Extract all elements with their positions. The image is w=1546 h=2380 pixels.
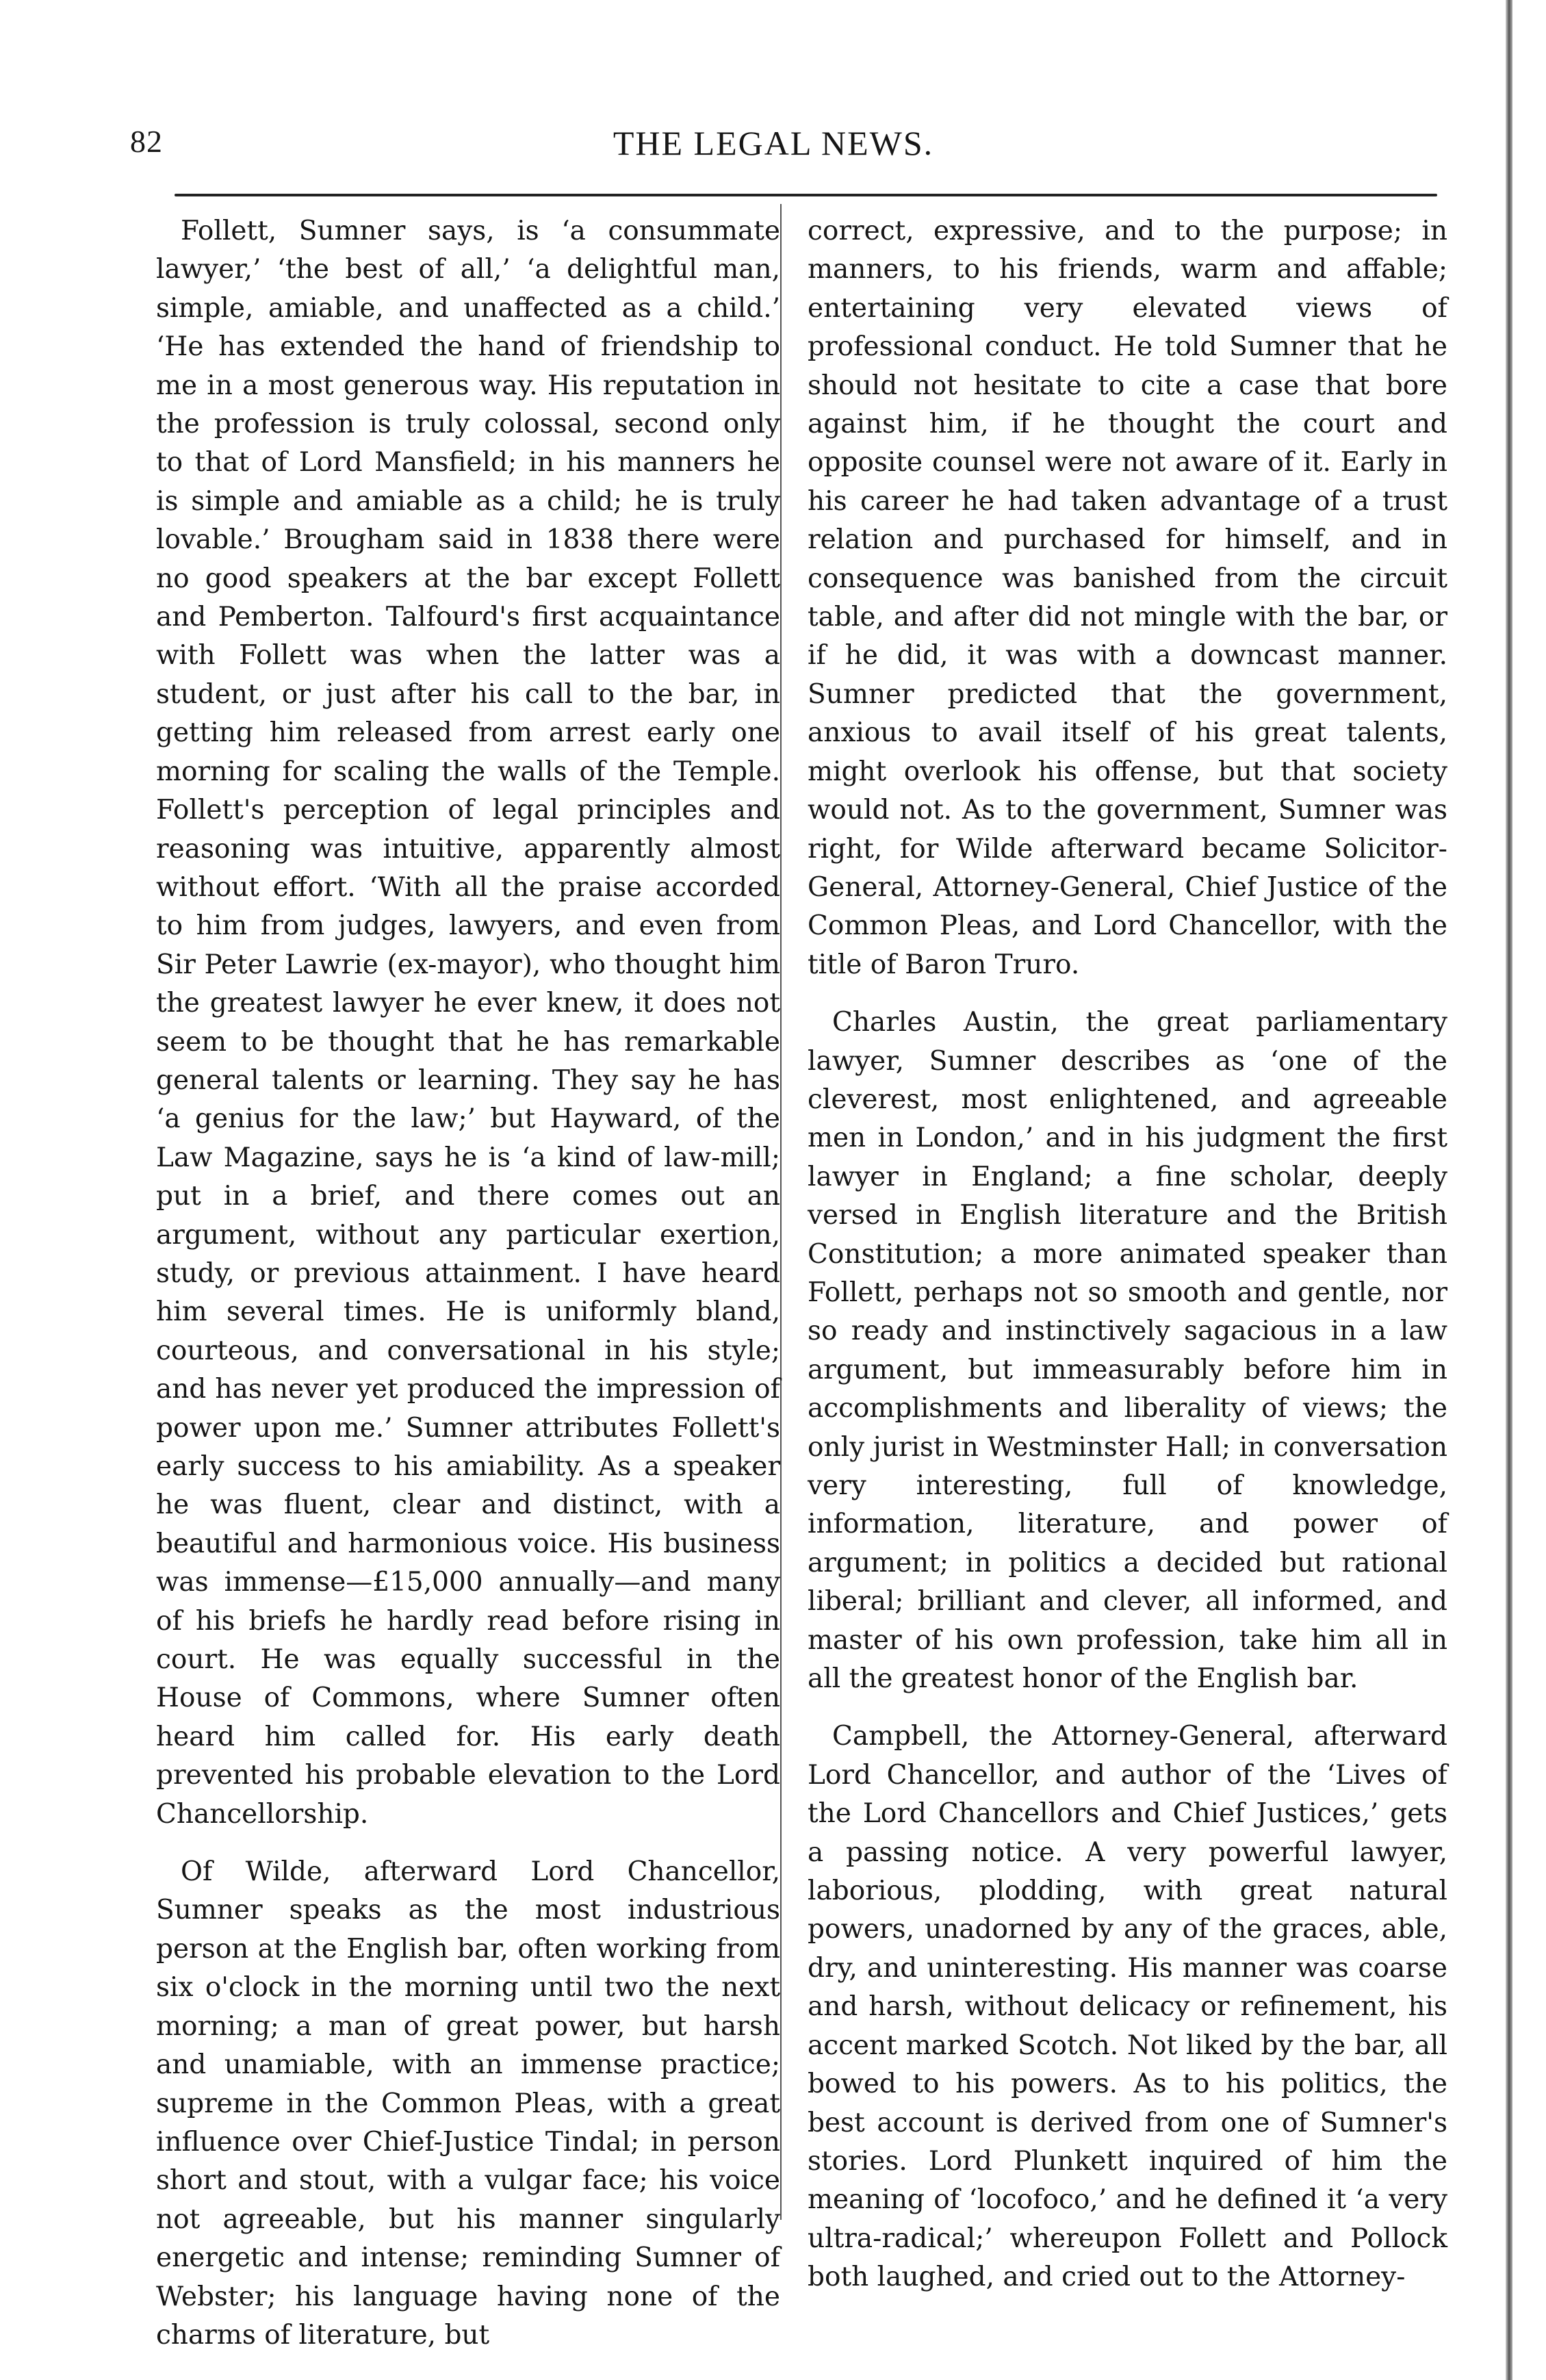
paragraph-follett: Follett, Sumner says, is ‘a consummate lawyer,’ ‘the best of all,’ ‘a delightful man, simple, amiable, and unaffected as a child.’ ‘He has extended the hand of friendship to me in a most generous way. His reputation in the profession is truly colossal, second only to that of Lord Mansfield; in his manners he is simple and amiable as a child; he is truly lovable.’ Brougham said in 1838 there were no good speakers at the bar except Follett and Pemberton. Talfourd's first acquaintance with Follett was when the latter was a student, or just after his call to the bar, in getting him released from arrest early one morning for scaling the walls of the Temple. Follett's perception of legal principles and reasoning was intuitive, apparently almost without effort. ‘With all the praise accorded to him from judges, lawyers, and even from Sir Peter Lawrie (ex-mayor), who thought him the greatest lawyer he ever knew, it does not seem to be thought that he has remarkable general talents or learning. They say he has ‘a genius for the law;’ but Hayward, of the Law Magazine, says he is ‘a kind of law-mill; put in a brief, and there comes out an argument, without any particular exertion, study, or previous attainment. I have heard him several times. He is uniformly bland, courteous, and conversational in his style; and has never yet produced the impression of power upon me.’ Sumner attributes Follett's early success to his amiability. As a speaker he was fluent, clear and distinct, with a beautiful and harmonious voice. His business was immense—£15,000 annually—and many of his briefs he hardly read before rising in court. He was equally successful in the House of Commons, where Sumner often heard him called for. His early death prevented his probable elevation to the Lord Chancellorship. [156, 216, 780, 1830]
header-rule [175, 194, 1437, 196]
running-head-title: THE LEGAL NEWS. [613, 124, 934, 162]
left-column [156, 212, 780, 2374]
column-divider [780, 204, 782, 2220]
paragraph-wilde-continued: correct, expressive, and to the purpose; in manners, to his friends, warm and affable; entertaining very elevated views of professional conduct. He told Sumner that he should not hesitate to cite a case that bore against him, if he thought the court and opposite counsel were not aware of it. Early in his career he had taken advantage of a trust relation and purchased for himself, and in consequence was banished from the circuit table, and after did not mingle with the bar, or if he did, it was with a downcast manner. Sumner predicted that the government, anxious to avail itself of his great talents, might overlook his offense, but that society would not. As to the government, Sumner was right, for Wilde afterward became Solicitor-General, Attorney-General, Chief Justice of the Common Pleas, and Lord Chancellor, with the title of Baron Truro. [808, 216, 1447, 980]
scan-edge [1506, 0, 1512, 2380]
paragraph-austin: Charles Austin, the great parliamentary lawyer, Sumner describes as ‘one of the cleverest, most enlightened, and agreeable men in London,’ and in his judgment the first lawyer in England; a fine scholar, deeply versed in English literature and the British Constitution; a more animated speaker than Follett, perhaps not so smooth and gentle, nor so ready and instinctively sagacious in a law argument, but immeasurably before him in accomplishments and liberality of views; the only jurist in Westminster Hall; in conversation very interesting, full of knowledge, information, literature, and power of argument; in politics a decided but rational liberal; brilliant and clever, all informed, and master of his own profession, take him all in all the greatest honor of the English bar. [808, 1007, 1447, 1695]
right-column [808, 212, 1447, 2316]
page-number: 82 [130, 124, 163, 159]
paragraph-campbell: Campbell, the Attorney-General, afterward Lord Chancellor, and author of the ‘Lives of the Lord Chancellors and Chief Justices,’ gets a passing notice. A very powerful lawyer, laborious, plodding, with great natural powers, unadorned by any of the graces, able, dry, and uninteresting. His manner was coarse and harsh, without delicacy or refinement, his accent marked Scotch. Not liked by the bar, all bowed to his powers. As to his politics, the best account is derived from one of Sumner's stories. Lord Plunkett inquired of him the meaning of ‘locofoco,’ and he defined it ‘a very ultra-radical;’ whereupon Follett and Pollock both laughed, and cried out to the Attorney- [808, 1721, 1447, 2293]
paragraph-wilde: Of Wilde, afterward Lord Chancellor, Sumner speaks as the most industrious person at the English bar, often working from six o'clock in the morning until two the next morning; a man of great power, but harsh and unamiable, with an immense practice; supreme in the Common Pleas, with a great influence over Chief-Justice Tindal; in person short and stout, with a vulgar face; his voice not agreeable, but his manner singularly energetic and intense; reminding Sumner of Webster; his language having none of the charms of literature, but [156, 1856, 780, 2351]
